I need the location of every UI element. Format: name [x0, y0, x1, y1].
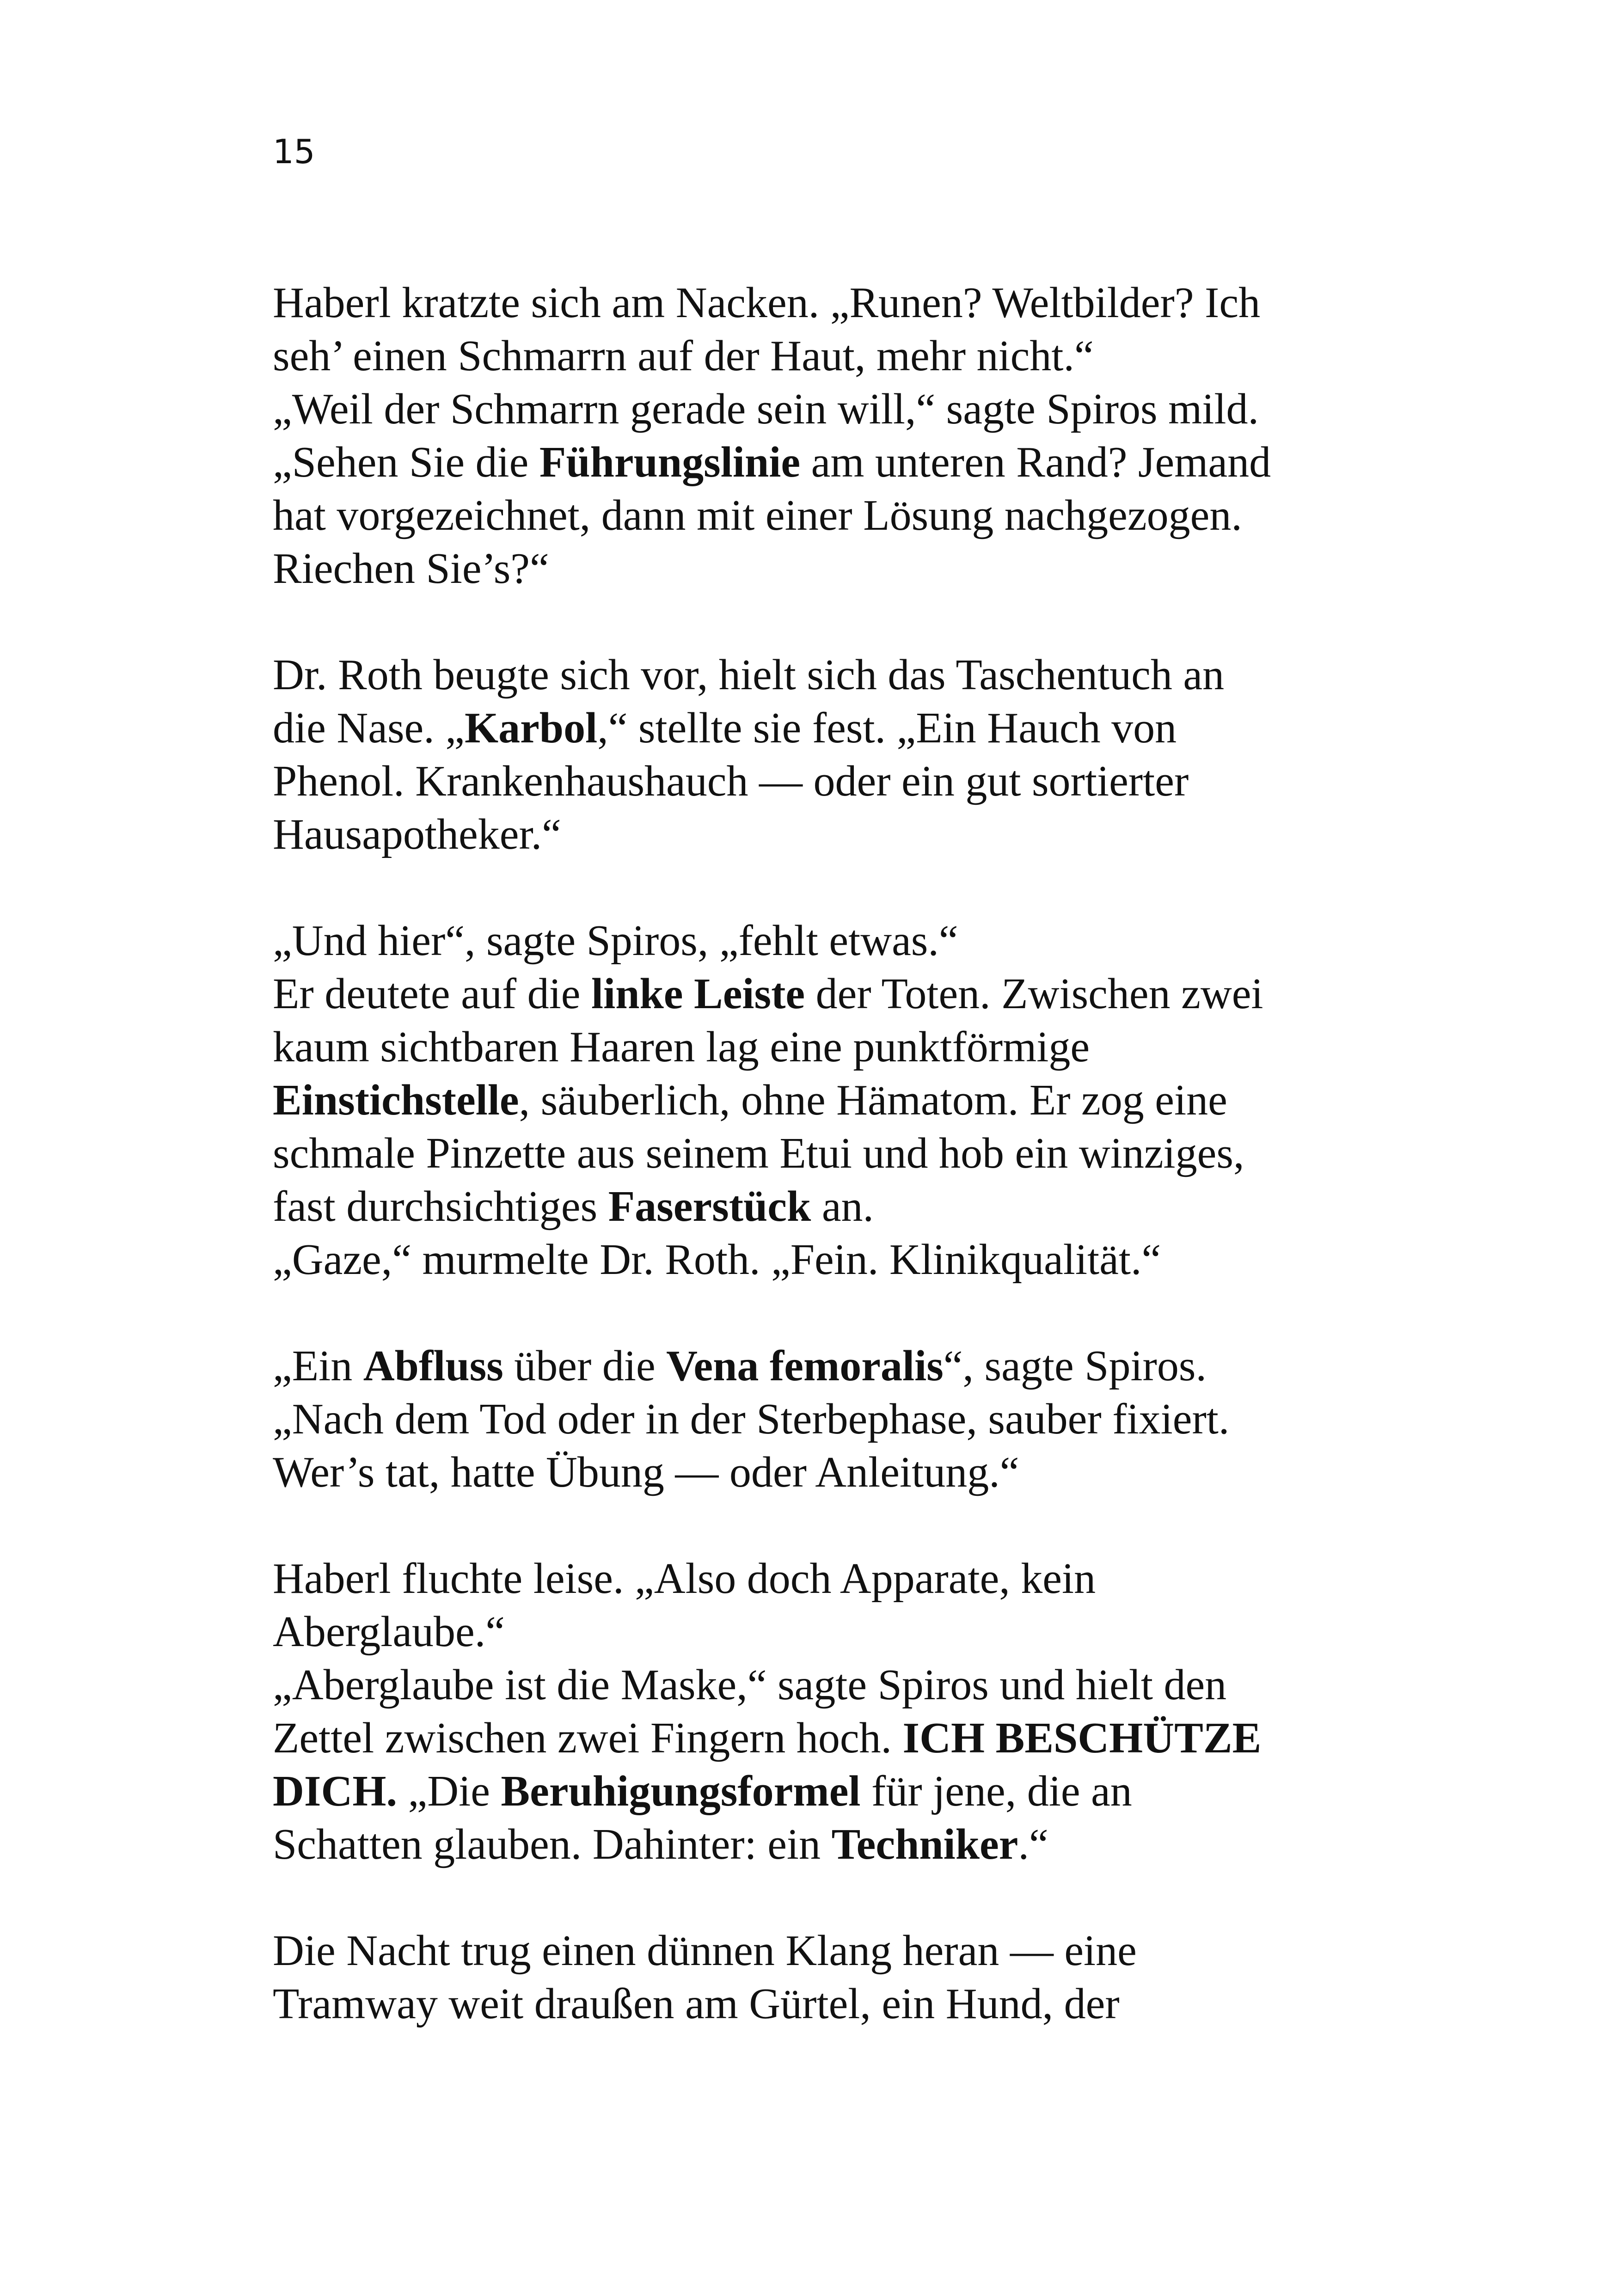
text-line — [273, 542, 1405, 595]
bold-term: Beruhigungsformel — [501, 1767, 861, 1815]
text-segment: ,“ stellte sie fest. „Ein Hauch von — [597, 704, 1177, 752]
bold-term: Vena femoralis — [666, 1342, 944, 1390]
text-line — [273, 1818, 1405, 1871]
text-segment: „Nach dem Tod oder in der Sterbephase, sauber fixiert. — [273, 1395, 1230, 1443]
text-line — [273, 702, 1405, 755]
text-segment: „Gaze,“ murmelte Dr. Roth. „Fein. Klinikqualität.“ — [273, 1236, 1161, 1284]
paragraph-gap — [273, 1286, 1405, 1340]
text-line — [273, 1659, 1405, 1712]
paragraph — [273, 276, 1405, 595]
text-line — [273, 1605, 1405, 1659]
text-segment: „Ein — [273, 1342, 363, 1390]
text-segment: Wer’s tat, hatte Übung — oder Anleitung.“ — [273, 1448, 1019, 1496]
bold-term: Einstichstelle — [273, 1076, 519, 1124]
paragraph — [273, 914, 1405, 1286]
bold-term: ICH BESCHÜTZE — [902, 1714, 1262, 1762]
text-segment: Dr. Roth beugte sich vor, hielt sich das Taschentuch an — [273, 651, 1225, 699]
text-line — [273, 489, 1405, 542]
text-segment: Aberglaube.“ — [273, 1608, 505, 1656]
bold-term: linke Leiste — [591, 970, 805, 1018]
text-line — [273, 1127, 1405, 1180]
paragraph — [273, 649, 1405, 861]
text-segment: fast durchsichtiges — [273, 1182, 608, 1231]
text-segment: Haberl kratzte sich am Nacken. „Runen? Weltbilder? Ich — [273, 279, 1261, 327]
text-line — [273, 755, 1405, 808]
text-segment: an. — [811, 1182, 874, 1231]
text-segment: .“ — [1018, 1820, 1048, 1868]
text-line — [273, 1021, 1405, 1074]
text-line — [273, 276, 1405, 330]
text-segment: Er deutete auf die — [273, 970, 591, 1018]
text-line — [273, 914, 1405, 967]
paragraph — [273, 1340, 1405, 1499]
text-line — [273, 1765, 1405, 1818]
text-segment: „Sehen Sie die — [273, 438, 539, 486]
page-number: 15 — [273, 132, 315, 171]
text-segment: Die Nacht trug einen dünnen Klang heran — eine — [273, 1927, 1137, 1975]
text-line — [273, 967, 1405, 1021]
paragraph-gap — [273, 1499, 1405, 1552]
text-segment: „Die — [397, 1767, 501, 1815]
body-text — [273, 276, 1405, 2031]
text-line — [273, 1233, 1405, 1286]
text-line — [273, 436, 1405, 489]
text-line — [273, 1446, 1405, 1499]
text-segment: über die — [503, 1342, 667, 1390]
text-segment: am unteren Rand? Jemand — [800, 438, 1271, 486]
paragraph — [273, 1924, 1405, 2031]
text-segment: kaum sichtbaren Haaren lag eine punktförmige — [273, 1023, 1090, 1071]
text-line — [273, 808, 1405, 861]
text-segment: „Und hier“, sagte Spiros, „fehlt etwas.“ — [273, 917, 958, 965]
bold-term: DICH. — [273, 1767, 397, 1815]
text-segment: , säuberlich, ohne Hämatom. Er zog eine — [519, 1076, 1227, 1124]
bold-term: Abfluss — [363, 1342, 503, 1390]
bold-term: Karbol — [464, 704, 598, 752]
text-segment: Haberl fluchte leise. „Also doch Apparate, kein — [273, 1555, 1096, 1603]
text-segment: Tramway weit draußen am Gürtel, ein Hund, der — [273, 1980, 1120, 2028]
text-segment: die Nase. „ — [273, 704, 465, 752]
paragraph-gap — [273, 595, 1405, 649]
text-line — [273, 1340, 1405, 1393]
text-line — [273, 1978, 1405, 2031]
bold-term: Faserstück — [608, 1182, 811, 1231]
text-segment: der Toten. Zwischen zwei — [805, 970, 1263, 1018]
text-segment: Riechen Sie’s?“ — [273, 545, 549, 593]
text-segment: seh’ einen Schmarrn auf der Haut, mehr nicht.“ — [273, 332, 1094, 380]
text-segment: Phenol. Krankenhaushauch — oder ein gut sortierter — [273, 757, 1189, 805]
text-segment: für jene, die an — [860, 1767, 1132, 1815]
text-line — [273, 649, 1405, 702]
text-segment: Schatten glauben. Dahinter: ein — [273, 1820, 832, 1868]
paragraph-gap — [273, 1871, 1405, 1924]
bold-term: Techniker — [831, 1820, 1018, 1868]
text-segment: „Aberglaube ist die Maske,“ sagte Spiros und hielt den — [273, 1661, 1227, 1709]
text-segment: “, sagte Spiros. — [943, 1342, 1207, 1390]
text-line — [273, 1393, 1405, 1446]
text-line — [273, 1074, 1405, 1127]
bold-term: Führungslinie — [539, 438, 801, 486]
text-line — [273, 1180, 1405, 1233]
text-line — [273, 330, 1405, 383]
text-segment: hat vorgezeichnet, dann mit einer Lösung nachgezogen. — [273, 491, 1242, 539]
paragraph-gap — [273, 861, 1405, 914]
text-line — [273, 1924, 1405, 1978]
text-line — [273, 1712, 1405, 1765]
text-segment: Hausapotheker.“ — [273, 810, 561, 858]
text-line — [273, 383, 1405, 436]
text-line — [273, 1552, 1405, 1605]
text-segment: „Weil der Schmarrn gerade sein will,“ sagte Spiros mild. — [273, 385, 1259, 433]
paragraph — [273, 1552, 1405, 1871]
text-segment: Zettel zwischen zwei Fingern hoch. — [273, 1714, 903, 1762]
text-segment: schmale Pinzette aus seinem Etui und hob ein winziges, — [273, 1129, 1244, 1177]
